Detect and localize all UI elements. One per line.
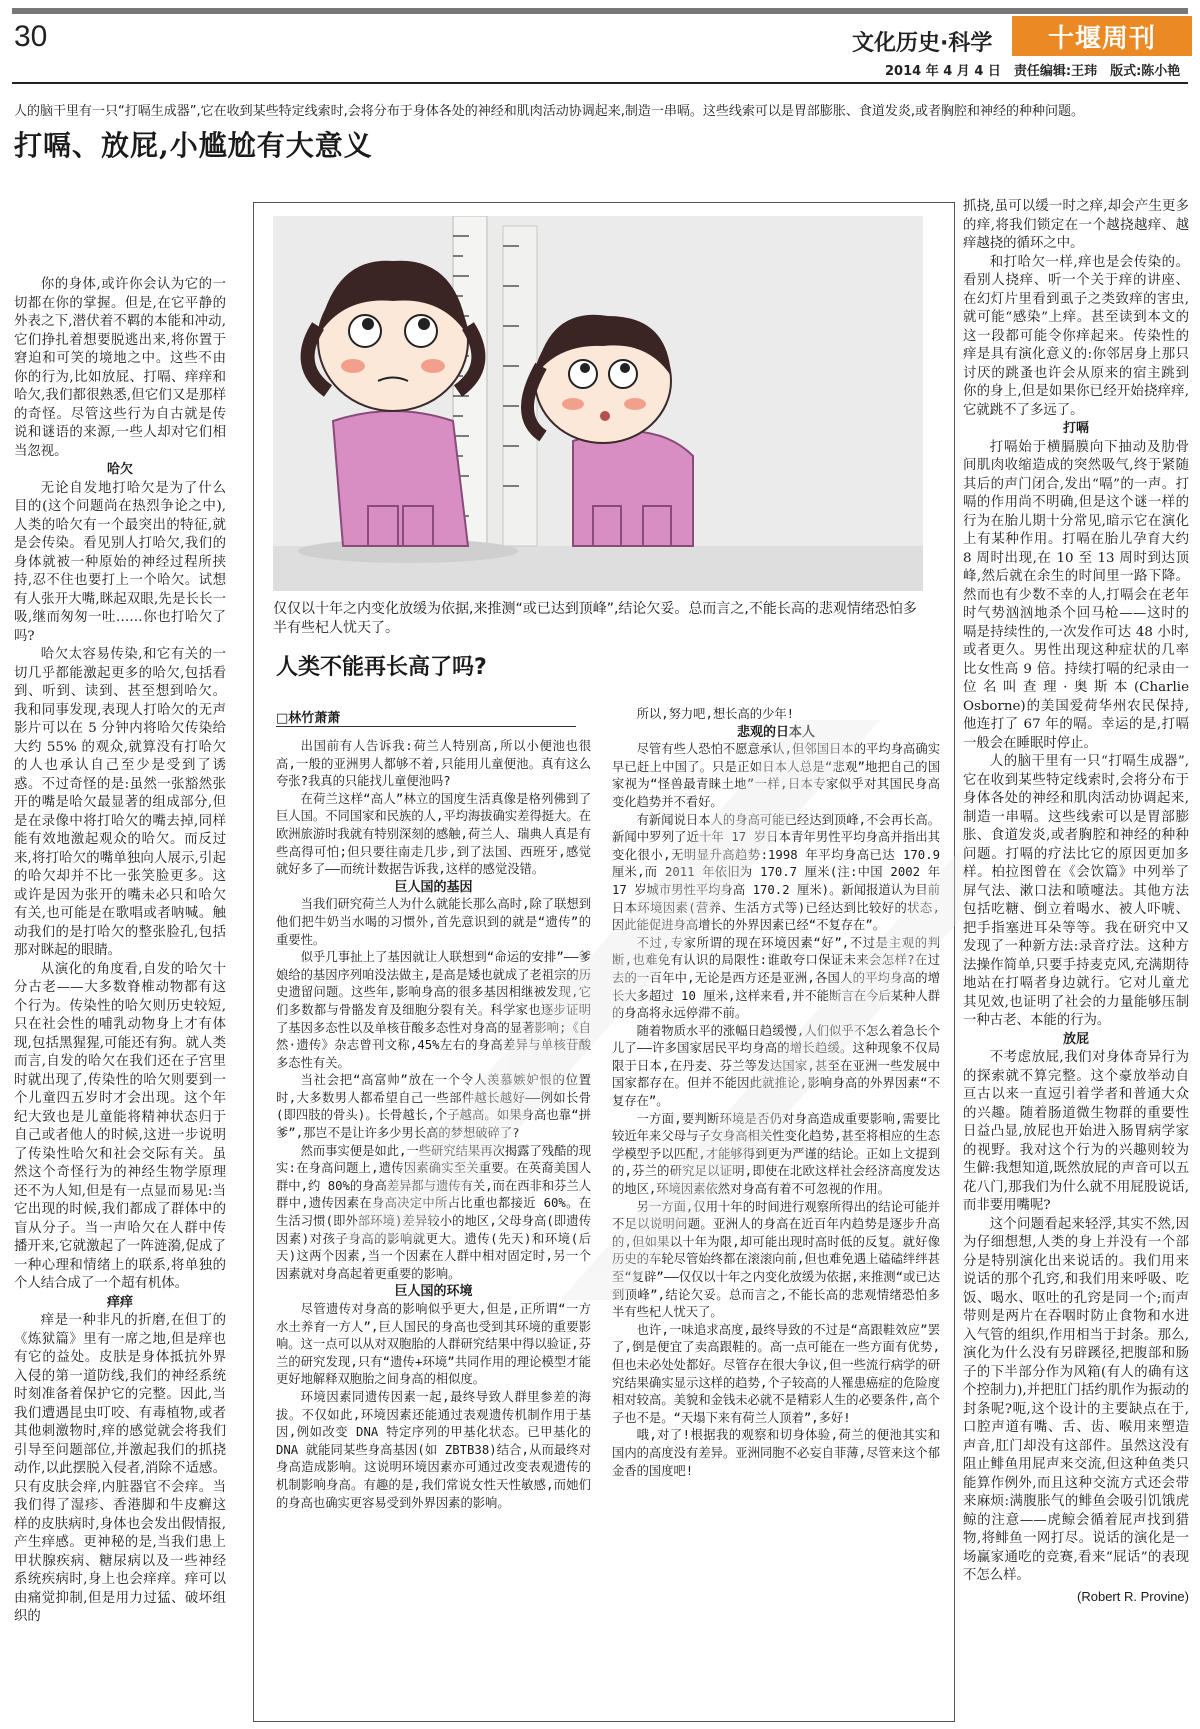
subhead-fart: 放屁	[1062, 1031, 1089, 1047]
article-deck: 人的脑干里有一只“打嗝生成器”,它在收到某些特定线索时,会将分布于身体各处的神经和肌肉活动协调起来,制造一串嗝。这些线索可以是胃部膨胀、食道发炎,或者胸腔和神经的种种问题。	[14, 104, 1085, 119]
paragraph: 从演化的角度看,自发的哈欠十分古老——大多数脊椎动物都有这个行为。传染性的哈欠则历史较短,只在社会性的哺乳动物身上才有体现,包括黑猩猩,可能还有狗。就人类而言,自发的哈欠在我们还在子宫里时就出现了,传染性的哈欠则要到一个儿童四五岁时才会出现。这个年纪大致也是儿童能将精神状态归于自己或者他人的时候,这进一步说明了传染性哈欠和社会交际有关。虽然这个奇怪行为的神经生物学原理还不为人知,但是有一点显而易见:当它出现的时候,我们都成了群体中的盲从分子。当一声哈欠在人群中传播开来,它就激起了一阵涟漪,促成了一种心理和情绪上的联系,将单独的个人结合成了一个超有机体。	[14, 961, 226, 1291]
paragraph: 不过,专家所谓的现在环境因素“好”,不过是主观的判断,也难免有认识的局限性:谁敢夸口保证未来会怎样?在过去的一百年中,无论是西方还是亚洲,各国人的平均身高的增长大多超过 10 厘米,这样来看,并不能断言在今后某种人群的身高将永远停滞不前。	[612, 935, 940, 1021]
paragraph: 和打哈欠一样,痒也是会传染的。看别人挠痒、听一个关于痒的讲座、在幻灯片里看到虱子之类致痒的害虫,就可能“感染”上痒。甚至读到本文的这一段都可能令你痒起来。传染性的痒是具有演化意义的:你邻居身上那只讨厌的跳蚤也许会从原来的宿主跳到你的身上,但是如果你已经开始挠痒痒,它就跳不了多远了。	[963, 254, 1189, 418]
subhead-yawn: 哈欠	[106, 462, 133, 477]
paragraph: 所以,努力吧,想长高的少年!	[636, 707, 795, 721]
paragraph: 出国前有人告诉我:荷兰人特别高,所以小便池也很高,一般的亚洲男人都够不着,只能用儿童便池。真有这么夸张?我真的只能找儿童便池吗?	[276, 739, 591, 789]
paragraph: 你的身体,或许你会认为它的一切都在你的掌握。但是,在它平静的外表之下,潜伏着不羁的本能和冲动,它们挣扎着想要脱逃出来,将你置于窘迫和可笑的境地之中。这些不由你的行为,比如放屁、打嗝、痒痒和哈欠,我们都很熟悉,但它们又是那样的奇怪。尽管这些行为自古就是传说和谜语的来源,一些人却对它们相当忽视。	[14, 277, 226, 459]
paragraph: 无论自发地打哈欠是为了什么目的(这个问题尚在热烈争论之中),人类的哈欠有一个最突出的特征,就是会传染。看见别人打哈欠,我们的身体就被一种原始的神经过程所挟持,忍不住也要打上一个哈欠。试想有人张开大嘴,眯起双眼,先是长长一吸,继而匆匆一吐……你也打哈欠了吗?	[14, 480, 226, 644]
paragraph: 似乎几事扯上了基因就让人联想到“命运的安排”——爹娘给的基因序列咱没法做主,是高是矮也就成了老祖宗的历史遗留问题。这些年,影响身高的很多基因相继被发现,它们多数都与骨骼发育及细胞分裂有关。科学家也逐步证明了基因多态性以及单核苷酸多态性对身高的显著影响;《自然·遗传》杂志曾刊文称,45%左右的身高差异与单核苷酸多态性有关。	[276, 950, 591, 1070]
subhead-giant-environment: 巨人国的环境	[394, 1284, 473, 1300]
paragraph: 然而事实便是如此,一些研究结果再次揭露了残酷的现实:在身高问题上,遗传因素确实至关重要。在英裔美国人群中,约 80%的身高差异都与遗传有关,而在西非和芬兰人群中,遗传因素在身高决定中所占比重也都接近 60%。在生活习惯(即外部环境)差异较小的地区,父母身高(即遗传因素)对孩子身高的影响就更大。遗传(先天)和环境(后天)这两个因素,当一个因素在人群中相对固定时,另一个因素就对身高起着更重要的影响。	[276, 1143, 591, 1281]
article-column-right	[963, 198, 1189, 1718]
subhead-itch: 痒痒	[106, 1294, 133, 1310]
paragraph: 尽管遗传对身高的影响似乎更大,但是,正所谓“一方水土养育一方人”,巨人国民的身高也受到其环境的重要影响。这一点可以从对双胞胎的人群研究结果中得以验证,芬兰的研究发现,只有“遗传+环境”共同作用的理论模型才能更好地解释双胞胎之间身高的相似度。	[276, 1302, 591, 1387]
paragraph: 抓挠,虽可以缓一时之痒,却会产生更多的痒,将我们锁定在一个越挠越痒、越痒越挠的循环之中。	[963, 199, 1189, 251]
paragraph: 在荷兰这样“高人”林立的国度生活真像是格列佛到了巨人国。不同国家和民族的人,平均海拔确实差得挺大。在欧洲旅游时我就有特别深刻的感触,荷兰人、瑞典人真是有些高得可怕;但只要往南走几步,到了法国、西班牙,感觉就好多了——而统计数据告诉我,这样的感觉没错。	[276, 791, 591, 877]
illustration-caption: 仅仅以十年之内变化放缓为依据,来推测“或已达到顶峰”,结论欠妥。总而言之,不能长高的悲观情绪恐怕多半有些杞人忧天了。	[273, 601, 917, 636]
paragraph: 环境因素同遗传因素一起,最终导致人群里参差的海拔。不仅如此,环境因素还能通过表观遗传机制作用于基因,例如改变 DNA 特定序列的甲基化状态。已甲基化的 DNA 就能同某些身高基因(如 ZBTB38)结合,从而最终对身高造成影响。这说明环境因素亦可通过改变表观遗传的机制影响身高。有趣的是,我们常说女性天性敏感,而她们的身高也确实更容易受到外界因素的影响。	[276, 1389, 591, 1510]
paragraph: 有新闻说日本人的身高可能已经达到顶峰,不会再长高。新闻中罗列了近十年 17 岁日本青年男性平均身高并指出其变化很小,无明显升高趋势:1998 年平均身高已达 170.9 厘米,而 2011 年依旧为 170.7 厘米(注:中国 2002 年 17 岁城市男性平均身高 170.2 厘米)。新闻报道认为目前日本环境因素(营养、生活方式等)已经达到比较好的状态,因此能促进身高增长的外界因素已经“不复存在”。	[612, 812, 940, 933]
paragraph: 哈欠太容易传染,和它有关的一切几乎都能激起更多的哈欠,包括看到、听到、读到、甚至想到哈欠。我和同事发现,表现人打哈欠的无声影片可以在 5 分钟内将哈欠传染给大约 55% 的观众,就算没有打哈欠的人也承认自己至少是受到了诱惑。不过奇怪的是:虽然一张豁然张开的嘴是哈欠最显著的组成部分,但是在录像中将打哈欠的嘴去掉,同样能有效地激起观众的哈欠。而反过来,将打哈欠的嘴单独向人展示,引起的哈欠却并不比一张笑脸更多。这或许是因为张开的嘴未必只和哈欠有关,也可能是在歌唱或者呐喊。触动我们的是打哈欠的整张脸孔,包括那对眯起的眼睛。	[14, 647, 226, 958]
paragraph: 另一方面,仅用十年的时间进行观察所得出的结论可能并不足以说明问题。亚洲人的身高在近百年内趋势是逐步升高的,但如果以十年为限,却可能出现时高时低的反复。就好像历史的车轮尽管始终都在滚滚向前,但也难免遇上磕磕绊绊甚至“复辟”——仅仅以十年之内变化放缓为依据,来推测“或已达到顶峰”,结论欠妥。总而言之,不能长高的悲观情绪恐怕多半有些杞人忧天了。	[612, 1199, 940, 1320]
paragraph: 人的脑干里有一只“打嗝生成器”,它在收到某些特定线索时,会将分布于身体各处的神经和肌肉活动协调起来,制造一串嗝。这些线索可以是胃部膨胀、食道发炎,或者胸腔和神经的种种问题。打嗝的疗法比它的原因更加多样。柏拉图曾在《会饮篇》中列举了屏气法、漱口法和喷嚏法。其他方法包括吃糖、倒立着喝水、被人吓唬、把手指塞进耳朵等等。我在研究中又发现了一种新方法:录音疗法。这种方法操作简单,只要手持麦克风,充满期待地站在打嗝者身边就行。它对儿童尤其见效,也证明了社会的力量能够压制一种古老、本能的行为。	[963, 754, 1189, 1028]
sidebar-title: 人类不能再长高了吗?	[276, 655, 487, 680]
newspaper-brand: 十堰周刊	[1012, 16, 1192, 56]
sidebar-byline: □林竹萧萧	[276, 711, 341, 726]
top-rule	[12, 8, 1188, 14]
subhead-hiccup: 打嗝	[1062, 421, 1089, 436]
subhead-pessimistic-japanese: 悲观的日本人	[736, 724, 815, 740]
paragraph: 一方面,要判断环境是否仍对身高造成重要影响,需要比较近年来父母与子女身高相关性变化趋势,甚至将相应的生态学模型予以匹配,才能够得到更为严谨的结论。正如上文提到的,芬兰的研究足以证明,即使在北欧这样社会经济高度发达的地区,环境因素依然对身高有着不可忽视的作用。	[612, 1111, 940, 1197]
paragraph: 打嗝始于横膈膜向下抽动及肋骨间肌肉收缩造成的突然吸气,终于紧随其后的声门闭合,发出“嗝”的一声。打嗝的作用尚不明确,但是这个谜一样的行为在胎儿期十分常见,暗示它在演化上有某种作用。打嗝在胎儿孕育大约 8 周时出现,在 10 至 13 周时到达顶峰,然后就在余生的时间里一路下降。然而也有少数不幸的人,打嗝会在老年时气势汹汹地杀个回马枪——这时的嗝是持续性的,一次发作可达 48 小时,或者更久。男性出现这种症状的几率比女性高 9 倍。持续打嗝的纪录由一位名叫查理·奥斯本(Charlie Osborne)的美国爱荷华州农民保持,他连打了 67 年的嗝。幸运的是,打嗝一般会在睡眠时停止。	[963, 439, 1189, 751]
subhead-giant-genes: 巨人国的基因	[394, 879, 473, 895]
paragraph: 随着物质水平的涨幅日趋缓慢,人们似乎不怎么着急长个儿了——许多国家居民平均身高的增长趋缓。这种现象不仅局限于日本,在丹麦、芬兰等发达国家,甚至在亚洲一些发展中国家都存在。但并不能因此就推论,影响身高的外界因素“不复存在”。	[612, 1023, 940, 1109]
header-rule	[12, 82, 1188, 84]
paragraph: 也许,一味追求高度,最终导致的不过是“高跟鞋效应”罢了,倒是便宜了卖高跟鞋的。高一点可能在一些方面有优势,但也未必处处都好。尽管存在很大争议,但一些流行病学的研究结果确实显示这样的趋势,个子较高的人罹患癌症的危险度相对较高。美貌和金钱未必就不是精彩人生的必要条件,高个子也不是。“天塌下来有荷兰人顶着”,多好!	[612, 1322, 940, 1425]
paragraph: 当我们研究荷兰人为什么就能长那么高时,除了联想到他们把牛奶当水喝的习惯外,首先意识到的就是“遗传”的重要性。	[276, 897, 591, 947]
paragraph: 不考虑放屁,我们对身体奇异行为的探索就不算完整。这个豪放举动自亘古以来一直逗引着学者和普通大众的兴趣。随着肠道微生物群的重要性日益凸显,放屁也开始进入肠胃病学家的视野。我对这个行为的兴趣则较为生僻:我想知道,既然放屁的声音可以五花八门,那我们为什么就不用屁股说话,而非要用嘴呢?	[963, 1050, 1189, 1213]
page-number: 30	[14, 20, 48, 53]
paragraph: 痒是一种非凡的折磨,在但丁的《炼狱篇》里有一席之地,但是痒也有它的益处。皮肤是身体抵抗外界入侵的第一道防线,我们的神经系统时刻准备着保护它的完整。因此,当我们遭遇昆虫叮咬、有毒植物,或者其他刺激物时,痒的感觉就会将我们引导至问题部位,并激起我们的抓挠动作,以此摆脱入侵者,消除不适感。只有皮肤会痒,内脏器官不会痒。当我们得了湿疹、香港脚和牛皮癣这样的皮肤病时,身体也会发出假情报,产生痒感。更神秘的是,当我们患上甲状腺疾病、糖尿病以及一些神经系统疾病时,身上也会痒痒。痒可以由痛觉抑制,但是用力过猛、破坏组织的	[14, 1313, 226, 1624]
paragraph: 当社会把“高富帅”放在一个令人羡慕嫉妒恨的位置时,大多数男人都希望自己一些部件越长越好——例如长骨(即四肢的骨头)。长骨越长,个子越高。如果身高也靠“拼爹”,那岂不是让许多少男长高的梦想破碎了?	[276, 1073, 591, 1141]
dateline: 2014 年 4 月 4 日 责任编辑:王玮 版式:陈小艳	[885, 64, 1181, 79]
sidebar-column-2	[612, 706, 940, 1714]
byline-rule	[276, 726, 576, 727]
author-credit: (Robert R. Provine)	[1077, 1588, 1189, 1604]
illustration-girls-measuring-height	[273, 216, 923, 591]
section-name: 文化历史·科学	[852, 31, 993, 56]
paragraph: 这个问题看起来轻浮,其实不然,因为仔细想想,人类的身上并没有一个部分是特别演化出来说话的。我们用来说话的那个孔窍,和我们用来呼吸、吃饭、喝水、呕吐的孔窍是同一个;而声带则是两片在吞咽时防止食物和水进入气管的组织,作用相当于封条。那么,演化为什么没有另辟蹊径,把腹部和肠子的下半部分作为风箱(有人的确有这个控制力),并把肛门括约肌作为振动的封条呢?呃,这个设计的主要缺点在于,口腔声道有嘴、舌、齿、喉用来塑造声音,肛门却没有这部件。虽然这没有阻止鲱鱼用屁声来交流,但这种鱼类只能算作例外,而且这种交流方式还会带来麻烦:满腹胀气的鲱鱼会吸引饥饿虎鲸的注意——虎鲸会循着屁声找到猎物,将鲱鱼一网打尽。说话的演化是一场赢家通吃的竞赛,看来“屁话”的表现不怎么样。	[963, 1216, 1189, 1583]
sidebar-column-1	[276, 738, 591, 1713]
paragraph: 尽管有些人恐怕不愿意承认,但邻国日本的平均身高确实早已赶上中国了。只是正如日本人总是“悲观”地把自己的国家视为“怪兽最青睐土地”一样,日本专家似乎对其国民身高变化趋势并不看好。	[612, 742, 940, 809]
article-column-left	[14, 276, 226, 1726]
article-headline: 打嗝、放屁,小尴尬有大意义	[14, 129, 373, 162]
paragraph: 哦,对了!根据我的观察和切身体验,荷兰的便池其实和国内的高度没有差异。亚洲同胞不必妄自菲薄,尽管来这个郁金香的国度吧!	[612, 1428, 940, 1478]
